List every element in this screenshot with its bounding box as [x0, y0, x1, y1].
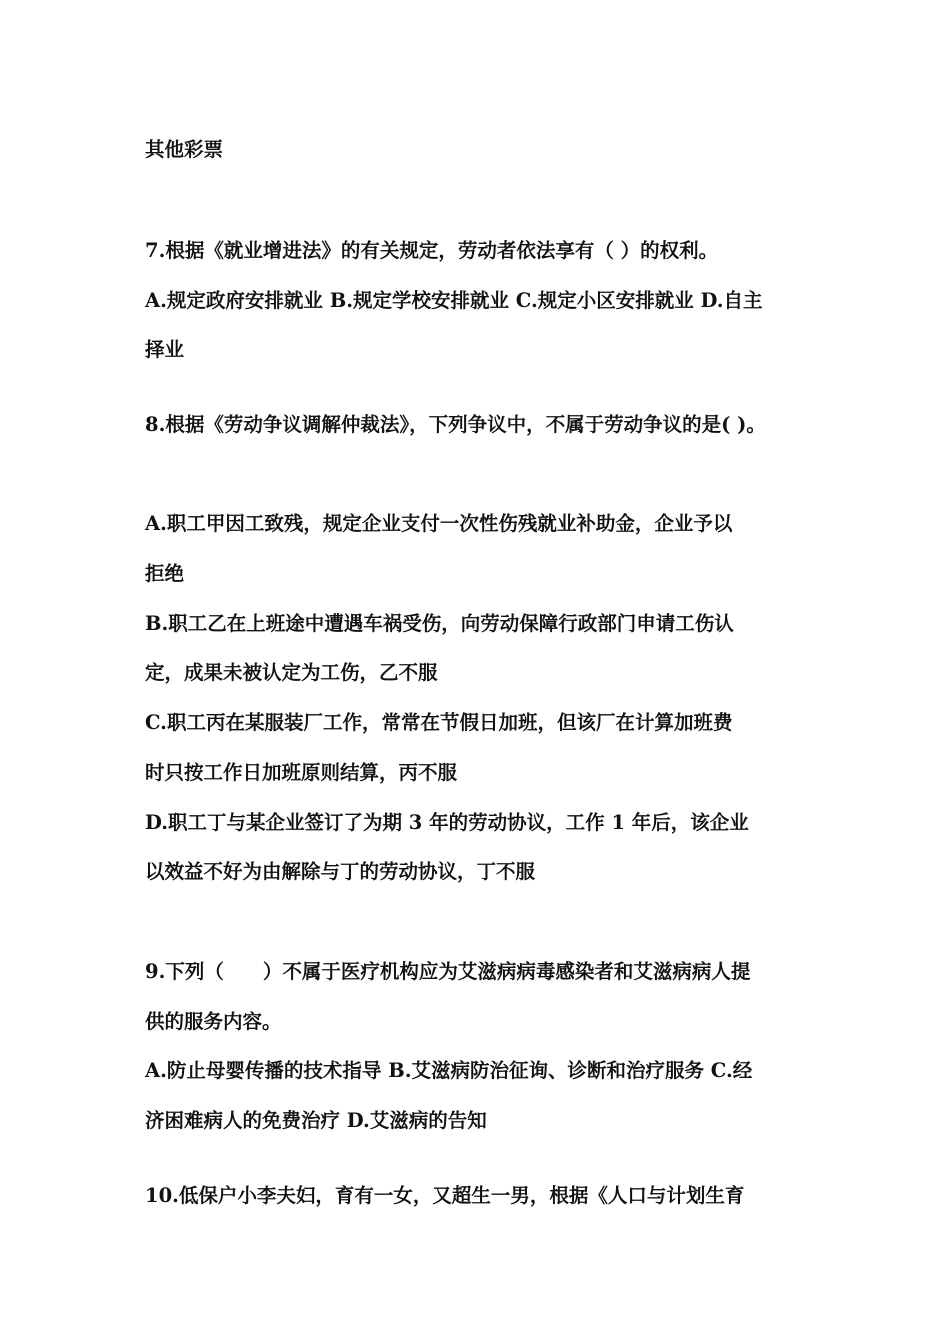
- question-8-option-c-cont: 时只按工作日加班原则结算，丙不服: [145, 761, 458, 784]
- question-8-option-b: B.职工乙在上班途中遭遇车祸受伤，向劳动保障行政部门申请工伤认: [145, 612, 734, 635]
- question-8-option-c: C.职工丙在某服装厂工作，常常在节假日加班，但该厂在计算加班费: [145, 711, 733, 734]
- question-9-text: 9.下列（ ）不属于医疗机构应为艾滋病病毒感染者和艾滋病病人提: [145, 960, 751, 983]
- question-8-text: 8.根据《劳动争议调解仲裁法》，下列争议中，不属于劳动争议的是( )。: [145, 413, 766, 436]
- text-line-heading: 其他彩票: [145, 138, 224, 161]
- question-9-options: A.防止母婴传播的技术指导 B.艾滋病防治征询、诊断和治疗服务 C.经: [145, 1059, 753, 1082]
- question-9-text-cont: 供的服务内容。: [145, 1010, 282, 1033]
- question-9-options-cont: 济困难病人的免费治疗 D.艾滋病的告知: [145, 1109, 487, 1132]
- question-8-option-b-cont: 定，成果未被认定为工伤，乙不服: [145, 661, 438, 684]
- question-7-options: A.规定政府安排就业 B.规定学校安排就业 C.规定小区安排就业 D.自主: [145, 289, 763, 312]
- question-8-option-a-cont: 拒绝: [145, 562, 185, 585]
- question-8-option-d: D.职工丁与某企业签订了为期 3 年的劳动协议，工作 1 年后，该企业: [145, 811, 749, 834]
- question-10-text: 10.低保户小李夫妇，育有一女，又超生一男，根据《人口与计划生育: [145, 1184, 745, 1207]
- question-8-option-d-cont: 以效益不好为由解除与丁的劳动协议，丁不服: [145, 860, 536, 883]
- question-8-option-a: A.职工甲因工致残，规定企业支付一次性伤残就业补助金，企业予以: [145, 512, 733, 535]
- question-7-text: 7.根据《就业增进法》的有关规定，劳动者依法享有（ ）的权利。: [145, 239, 719, 262]
- question-7-options-cont: 择业: [145, 338, 185, 361]
